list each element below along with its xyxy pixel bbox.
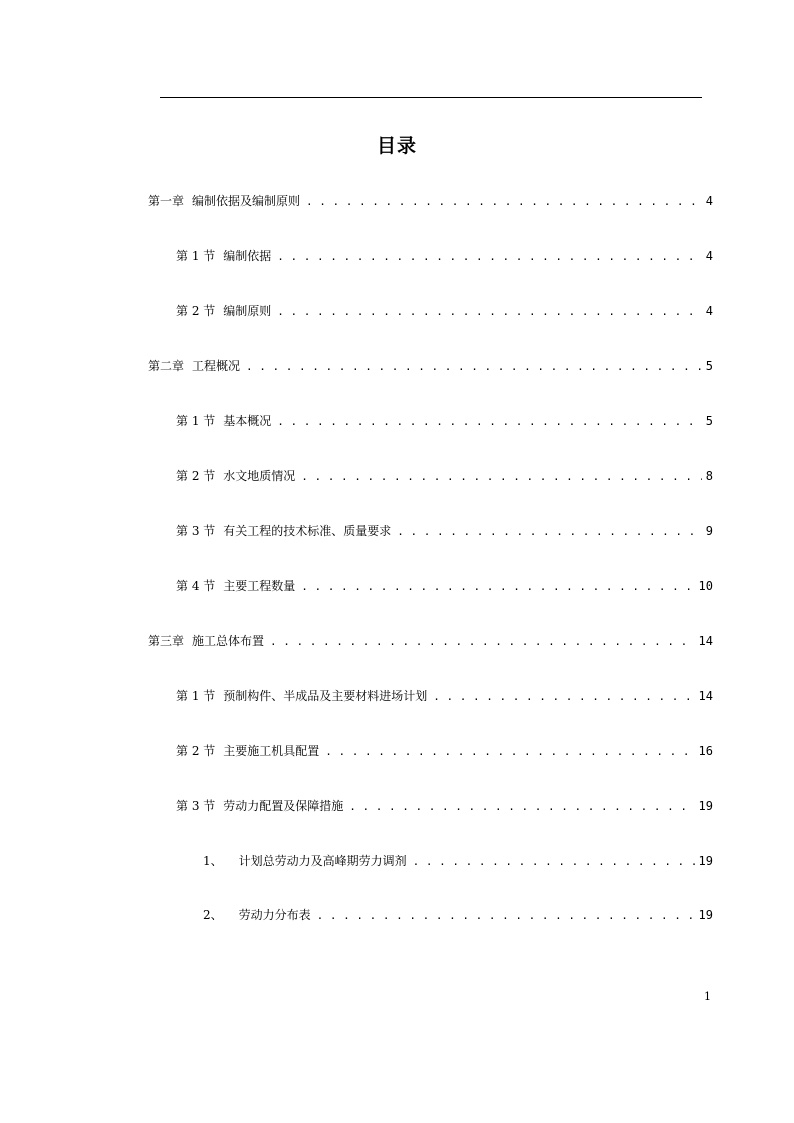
toc-entry-number: 第二章: [148, 359, 185, 373]
toc-entry-title: 工程概况: [192, 359, 241, 373]
dot-leader: [317, 907, 695, 925]
toc-entry-section-1-1[interactable]: [176, 247, 713, 265]
toc-entry-item-3-3-2[interactable]: [203, 906, 713, 924]
toc-entry-page: 5: [705, 414, 713, 428]
page-title: 目录: [376, 135, 417, 157]
dot-leader: [306, 193, 702, 211]
toc-entry-page: 4: [705, 304, 713, 318]
toc-entry-item-3-3-1[interactable]: [203, 852, 713, 870]
dot-leader: [270, 633, 695, 651]
toc-entry-number: 第 3 节: [176, 524, 216, 538]
toc-entry-title: 编制依据: [223, 249, 272, 263]
toc-entry-page: 14: [698, 689, 713, 703]
toc-entry-number: 第 1 节: [176, 689, 216, 703]
toc-entry-number: 第一章: [148, 194, 185, 208]
toc-entry-number: 第三章: [148, 634, 185, 648]
toc-entry-title: 编制依据及编制原则: [192, 194, 301, 208]
toc-entry-page: 4: [705, 194, 713, 208]
toc-entry-section-1-2[interactable]: [176, 302, 713, 320]
toc-entry-chapter-2[interactable]: [148, 357, 713, 375]
toc-entry-number: 第 2 节: [176, 744, 216, 758]
toc-entry-number: 1、: [203, 854, 223, 868]
toc-entry-page: 19: [698, 799, 713, 813]
toc-entry-number: 第 2 节: [176, 304, 216, 318]
dot-leader: [277, 303, 701, 321]
header-rule: [160, 97, 702, 98]
toc-entry-page: 19: [698, 908, 713, 922]
toc-entry-page: 16: [698, 744, 713, 758]
toc-entry-section-3-1[interactable]: [176, 687, 713, 705]
toc-entry-number: 2、: [203, 908, 223, 922]
toc-entry-section-3-2[interactable]: [176, 742, 713, 760]
dot-leader: [246, 358, 702, 376]
toc-entry-page: 10: [698, 579, 713, 593]
dot-leader: [301, 468, 701, 486]
toc-entry-number: 第 1 节: [176, 249, 216, 263]
toc-entry-page: 5: [705, 359, 713, 373]
toc-entry-title: 主要工程数量: [223, 579, 296, 593]
toc-entry-title: 编制原则: [223, 304, 272, 318]
dot-leader: [277, 413, 701, 431]
toc-entry-number: 第 1 节: [176, 414, 216, 428]
toc-entry-title: 主要施工机具配置: [223, 744, 320, 758]
toc-entry-section-3-3[interactable]: [176, 797, 713, 815]
toc-entry-page: 8: [705, 469, 713, 483]
toc-entry-number: 第 2 节: [176, 469, 216, 483]
toc-entry-chapter-3[interactable]: [148, 632, 713, 650]
toc-entry-title: 水文地质情况: [223, 469, 296, 483]
toc-entry-page: 4: [705, 249, 713, 263]
dot-leader: [349, 798, 694, 816]
toc-entry-page: 9: [705, 524, 713, 538]
dot-leader: [397, 523, 701, 541]
toc-entry-section-2-2[interactable]: [176, 467, 713, 485]
dot-leader: [413, 853, 695, 871]
toc-entry-section-2-4[interactable]: [176, 577, 713, 595]
toc-entry-title: 预制构件、半成品及主要材料进场计划: [223, 689, 428, 703]
toc-entry-title: 基本概况: [223, 414, 272, 428]
toc-entry-number: 第 4 节: [176, 579, 216, 593]
toc-entry-page: 14: [698, 634, 713, 648]
toc-entry-page: 19: [698, 854, 713, 868]
dot-leader: [325, 743, 694, 761]
toc-entry-section-2-3[interactable]: [176, 522, 713, 540]
page-number: 1: [704, 990, 711, 1003]
toc-entry-number: 第 3 节: [176, 799, 216, 813]
toc-entry-title: 计划总劳动力及高峰期劳力调剂: [238, 854, 407, 868]
toc-entry-title: 有关工程的技术标准、质量要求: [223, 524, 392, 538]
toc-entry-section-2-1[interactable]: [176, 412, 713, 430]
toc-entry-title: 劳动力分布表: [238, 908, 311, 922]
dot-leader: [301, 578, 694, 596]
dot-leader: [277, 248, 701, 266]
toc-entry-chapter-1[interactable]: [148, 192, 713, 210]
dot-leader: [433, 688, 694, 706]
toc-entry-title: 施工总体布置: [192, 634, 265, 648]
toc-entry-title: 劳动力配置及保障措施: [223, 799, 344, 813]
